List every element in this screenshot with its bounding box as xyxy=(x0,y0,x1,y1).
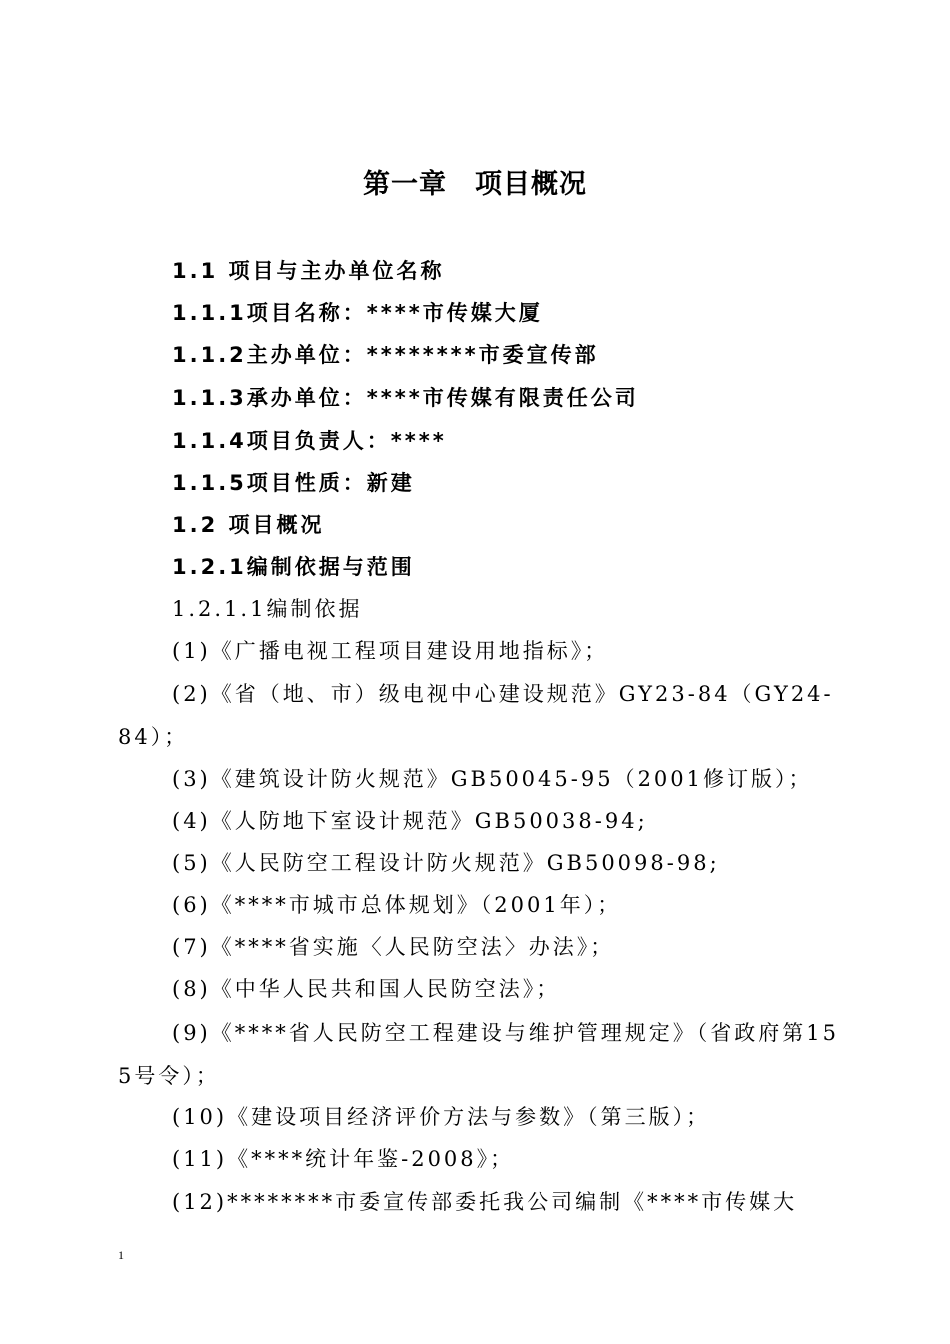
reference-item: (10)《建设项目经济评价方法与参数》（第三版）； xyxy=(172,1105,711,1129)
chapter-title: 第一章 项目概况 xyxy=(363,169,587,200)
reference-item: (8)《中华人民共和国人民防空法》； xyxy=(172,977,561,1001)
subheading-1-2-1-1: 1.2.1.1编制依据 xyxy=(172,597,363,621)
heading-1-1-1: 1.1.1项目名称：****市传媒大厦 xyxy=(172,301,543,325)
reference-item: (5)《人民防空工程设计防火规范》GB50098-98; xyxy=(172,851,720,875)
reference-item: (7)《****省实施〈人民防空法〉办法》； xyxy=(172,935,615,959)
heading-1-1-4: 1.1.4项目负责人：**** xyxy=(172,429,447,453)
page-number: 1 xyxy=(118,1248,124,1262)
reference-item: (11)《****统计年鉴-2008》； xyxy=(172,1147,515,1171)
reference-item: (3)《建筑设计防火规范》GB50045-95（2001修订版）； xyxy=(172,767,813,791)
heading-1-1-5: 1.1.5项目性质：新建 xyxy=(172,471,415,495)
heading-1-1-3: 1.1.3承办单位：****市传媒有限责任公司 xyxy=(172,386,639,410)
reference-item: (4)《人防地下室设计规范》GB50038-94; xyxy=(172,809,648,833)
reference-item: (6)《****市城市总体规划》（2001年）； xyxy=(172,893,622,917)
reference-item: (2)《省（地、市）级电视中心建设规范》GY23-84（GY24-84）； xyxy=(118,682,834,749)
reference-item: (12)********市委宣传部委托我公司编制《****市传媒大 xyxy=(172,1190,798,1214)
reference-item: (1)《广播电视工程项目建设用地指标》； xyxy=(172,639,609,663)
reference-item: (9)《****省人民防空工程建设与维护管理规定》（省政府第155号令）； xyxy=(118,1021,839,1088)
heading-1-2-1: 1.2.1编制依据与范围 xyxy=(172,555,415,579)
heading-1-1-2: 1.1.2主办单位：********市委宣传部 xyxy=(172,343,599,367)
heading-1-1: 1.1 项目与主办单位名称 xyxy=(172,259,445,283)
heading-1-2: 1.2 项目概况 xyxy=(172,513,325,537)
